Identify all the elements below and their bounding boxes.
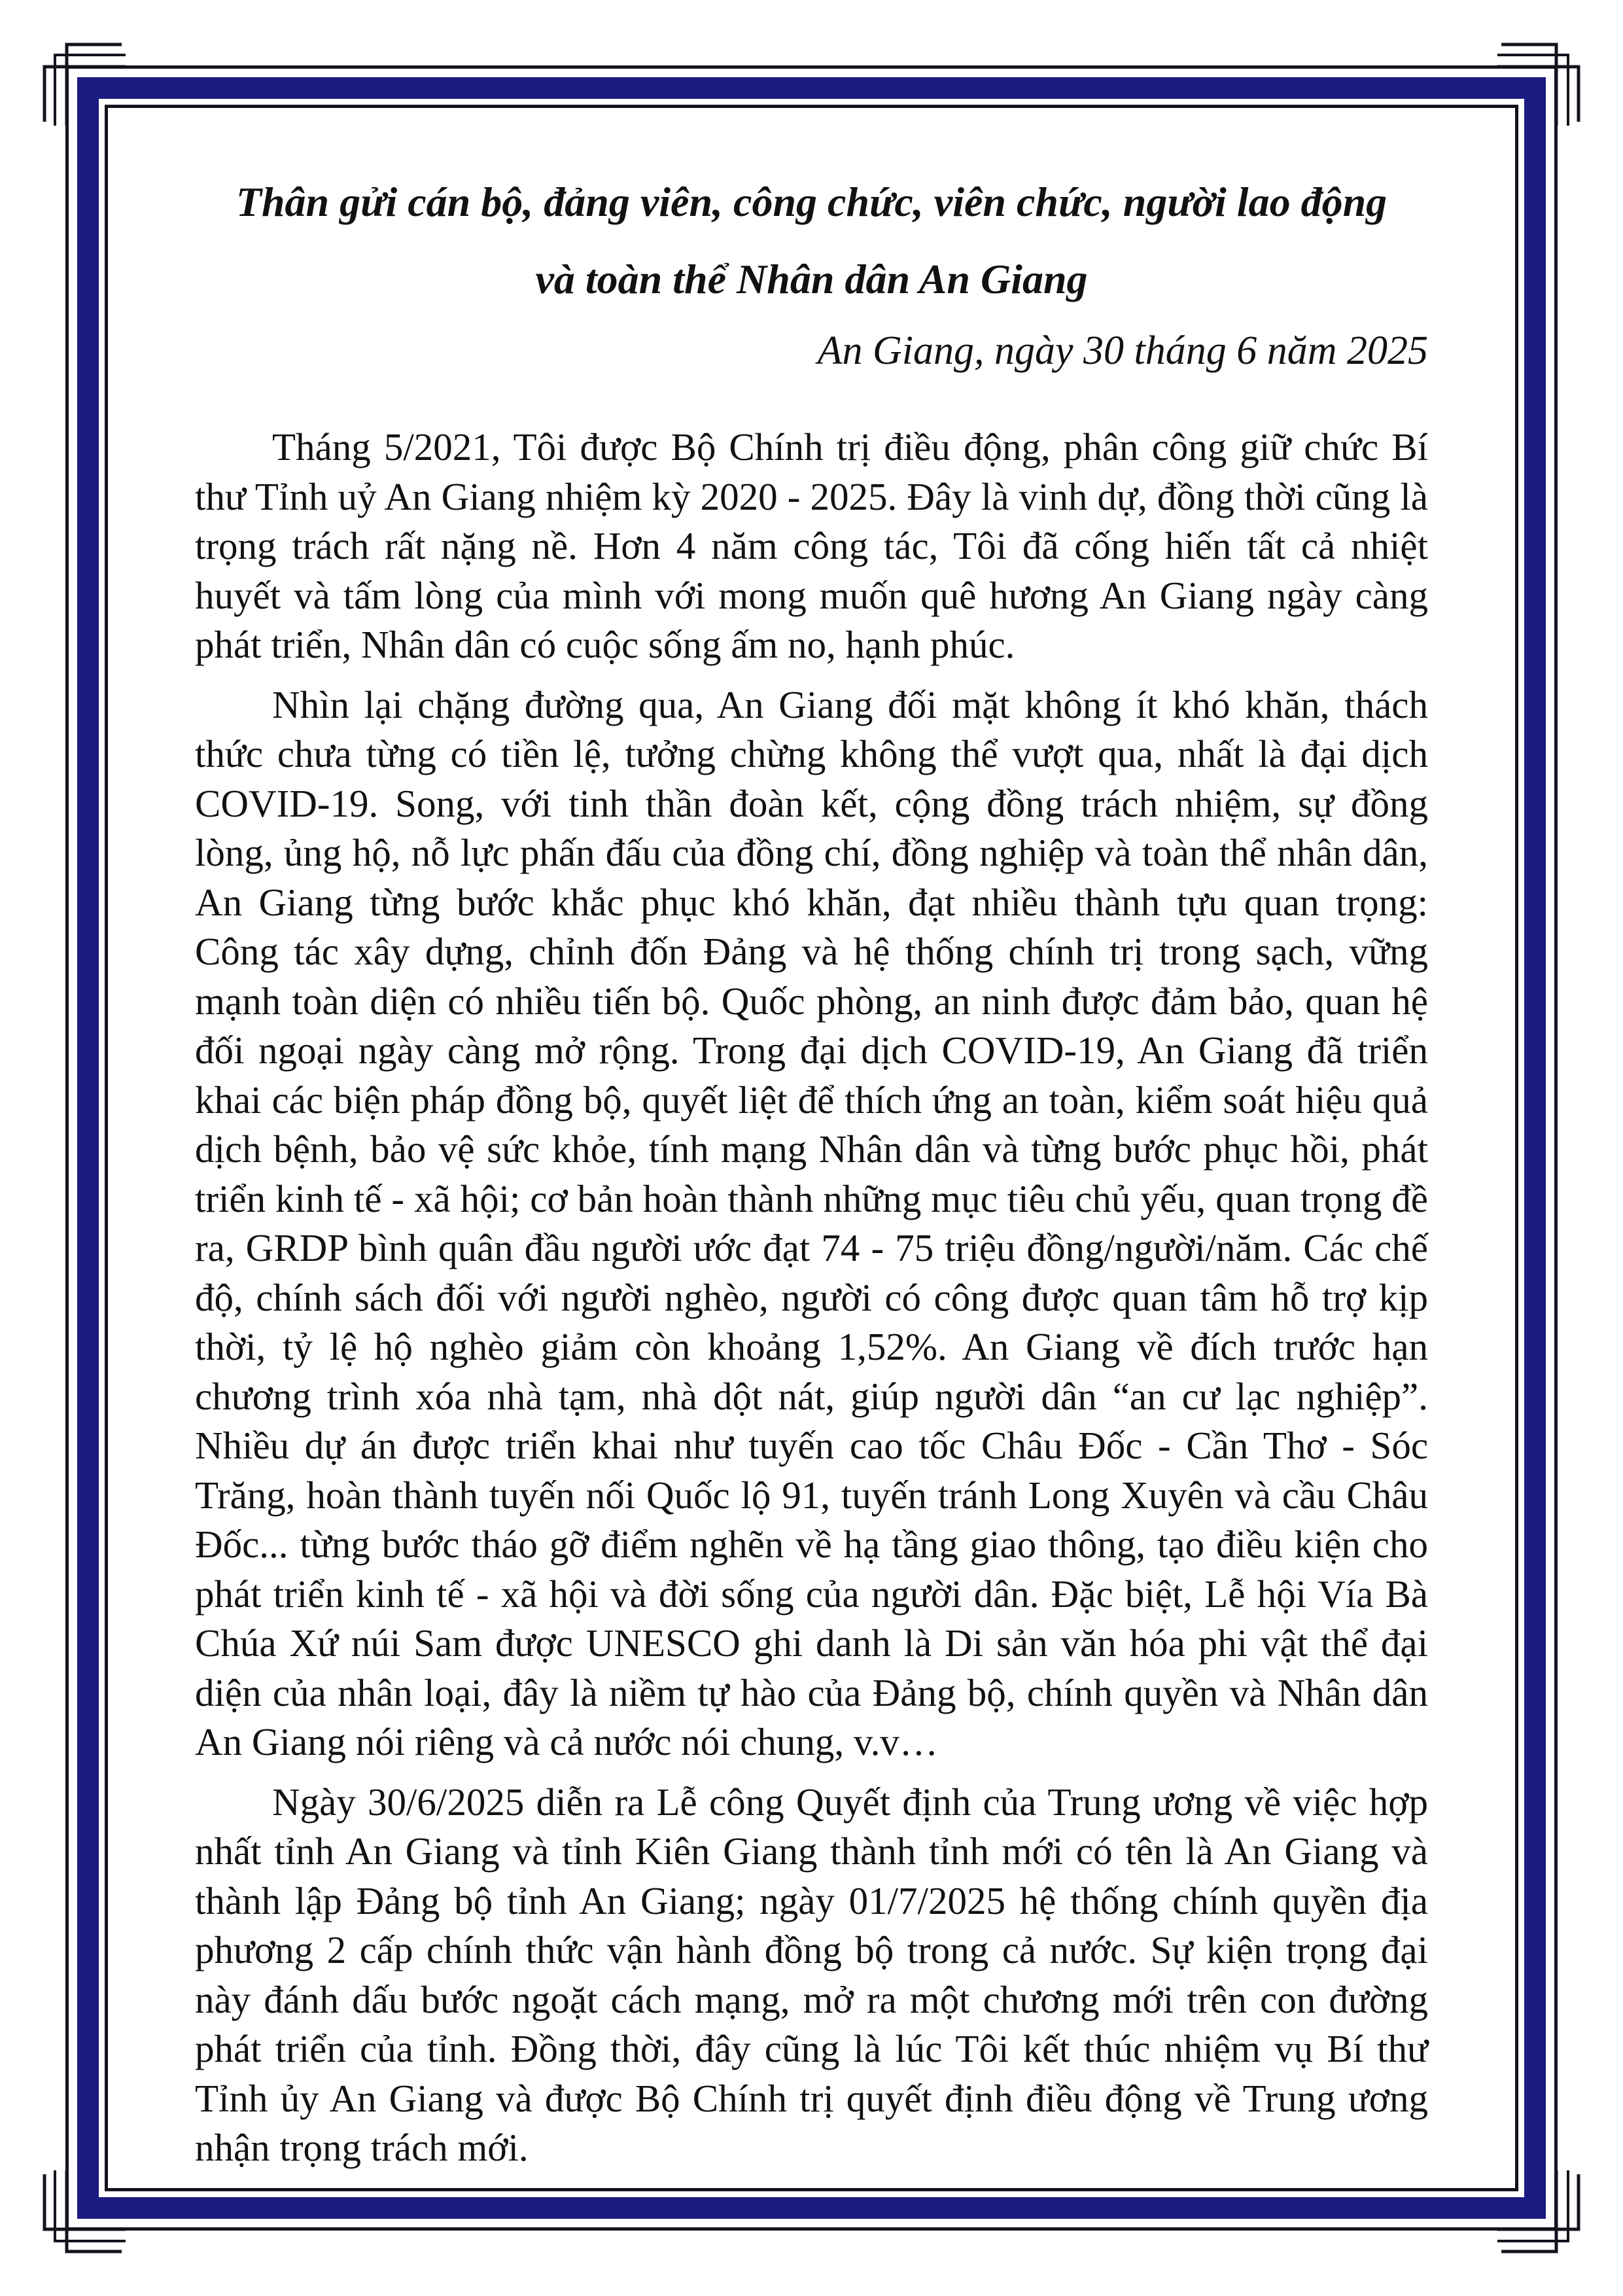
paragraph-2: Nhìn lại chặng đường qua, An Giang đối mặt không ít khó khăn, thách thức chưa từng có tiền lệ, tưởng chừng không thể vượt qua, nhất là đại dịch COVID-19. Song, với tinh thần đoàn kết, cộng đồng trách nhiệm, sự đồng lòng, ủng hộ, nỗ lực phấn đấu của đồng chí, đồng nghiệp và toàn thể nhân dân, An Giang từng bước khắc phục khó khăn, đạt nhiều thành tựu quan trọng: Công tác xây dựng, chỉnh đốn Đảng và hệ thống chính trị trong sạch, vững mạnh toàn diện có nhiều tiến bộ. Quốc phòng, an ninh được đảm bảo, quan hệ đối ngoại ngày càng mở rộng. Trong đại dịch COVID-19, An Giang đã triển khai các biện pháp đồng bộ, quyết liệt để thích ứng an toàn, kiểm soát hiệu quả dịch bệnh, bảo vệ sức khỏe, tính mạng Nhân dân và từng bước phục hồi, phát triển kinh tế - xã hội; cơ bản hoàn thành những mục tiêu chủ yếu, quan trọng đề ra, GRDP bình quân đầu người ước đạt 74 - 75 triệu đồng/người/năm. Các chế độ, chính sách đối với người nghèo, người có công được quan tâm hỗ trợ kịp thời, tỷ lệ hộ nghèo giảm còn khoảng 1,52%. An Giang về đích trước hạn chương trình xóa nhà tạm, nhà dột nát, giúp người dân “an cư lạc nghiệp”. Nhiều dự án được triển khai như tuyến cao tốc Châu Đốc - Cần Thơ - Sóc Trăng, hoàn thành tuyến nối Quốc lộ 91, tuyến tránh Long Xuyên và cầu Châu Đốc... từng bước tháo gỡ điểm nghẽn về hạ tầng giao thông, tạo điều kiện cho phát triển kinh tế - xã hội và đời sống của người dân. Đặc biệt, Lễ hội Vía Bà Chúa Xứ núi Sam được UNESCO ghi danh là Di sản văn hóa phi vật thể đại diện của nhân loại, đây là niềm tự hào của Đảng bộ, chính quyền và Nhân dân An Giang nói riêng và cả nước nói chung, v.v… [195, 682, 1428, 1763]
frame-corner-ornament-bottom-right [1497, 2170, 1582, 2255]
frame-corner-ornament-top-left [41, 41, 126, 126]
paragraph-1: Tháng 5/2021, Tôi được Bộ Chính trị điều động, phân công giữ chức Bí thư Tỉnh uỷ An Giang nhiệm kỳ 2020 - 2025. Đây là vinh dự, đồng thời cũng là trọng trách rất nặng nề. Hơn 4 năm công tác, Tôi đã cống hiến tất cả nhiệt huyết và tấm lòng của mình với mong muốn quê hương An Giang ngày càng phát triển, Nhân dân có cuộc sống ấm no, hạnh phúc. [195, 425, 1428, 666]
frame-corner-ornament-top-right [1497, 41, 1582, 126]
frame-corner-ornament-bottom-left [41, 2170, 126, 2255]
date-line: An Giang, ngày 30 tháng 6 năm 2025 [817, 328, 1428, 373]
paragraph-3: Ngày 30/6/2025 diễn ra Lễ công Quyết định của Trung ương về việc hợp nhất tỉnh An Giang và tỉnh Kiên Giang thành tỉnh mới có tên là An Giang và thành lập Đảng bộ tỉnh An Giang; ngày 01/7/2025 hệ thống chính quyền địa phương 2 cấp chính thức vận hành đồng bộ trong cả nước. Sự kiện trọng đại này đánh dấu bước ngoặt cách mạng, mở ra một chương mới trên con đường phát triển của tỉnh. Đồng thời, đây cũng là lúc Tôi kết thúc nhiệm vụ Bí thư Tỉnh ủy An Giang và được Bộ Chính trị quyết định điều động về Trung ương nhận trọng trách mới. [195, 1780, 1428, 2169]
greeting-line-2: và toàn thể Nhân dân An Giang [535, 256, 1088, 302]
greeting-line-1: Thân gửi cán bộ, đảng viên, công chức, viên chức, người lao động [236, 179, 1387, 225]
letter-body [195, 164, 1428, 2183]
